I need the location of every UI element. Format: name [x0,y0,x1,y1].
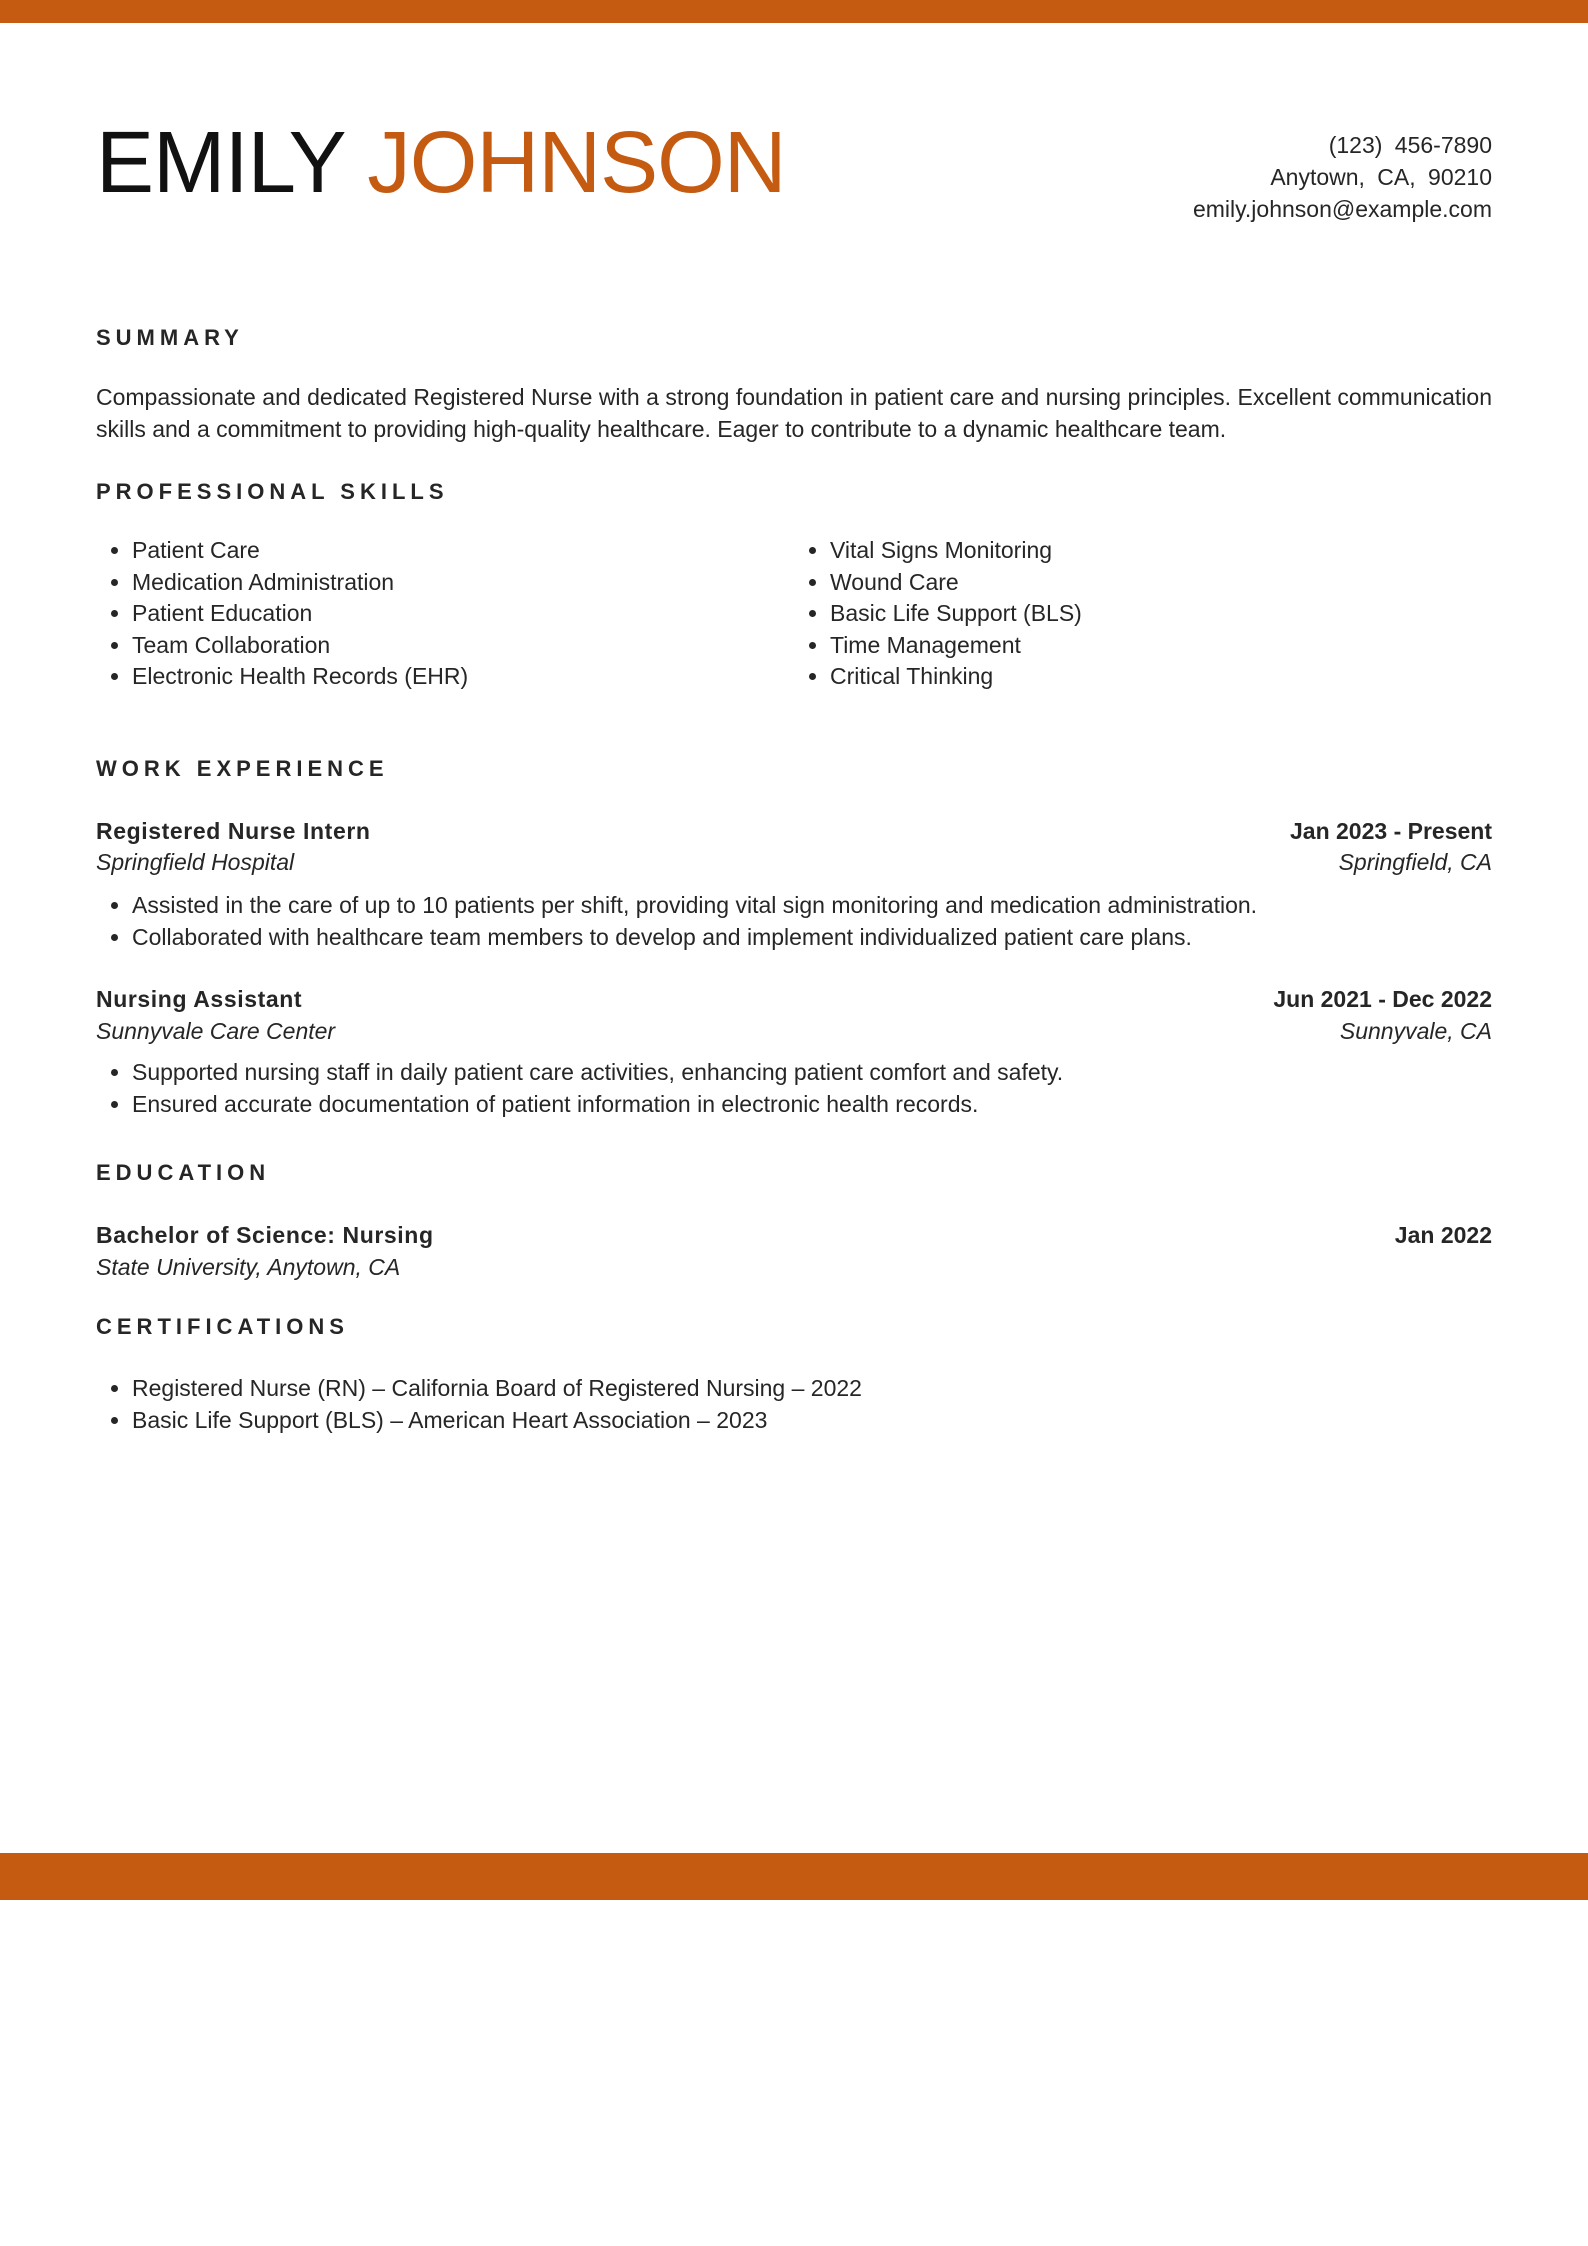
email: emily.johnson@example.com [1192,196,1492,222]
certifications-list [96,1373,862,1436]
last-name: JOHNSON [367,114,786,211]
job-bullets [96,890,1257,953]
list-item: • Assisted in the care of up to 10 patients per shift, providing vital sign monitoring and medication administration. [132,890,1257,922]
contact-info [1193,129,1492,225]
list-item: • Registered Nurse (RN) – California Board of Registered Nursing – 2022 [132,1373,862,1405]
list-item: • Patient Care [132,535,468,567]
summary-heading: SUMMARY [96,325,244,350]
job-date: Jan 2023 - Present [1289,818,1492,844]
list-item: • Basic Life Support (BLS) [830,598,1082,630]
job-title: Registered Nurse Intern [96,818,371,844]
first-name: EMILY [96,114,345,211]
list-item: • Patient Education [132,598,468,630]
job-title: Nursing Assistant [96,986,303,1012]
job-organization: Sunnyvale Care Center [96,1018,336,1044]
job-organization: Springfield Hospital [96,849,295,875]
address: Anytown, CA, 90210 [1270,164,1492,190]
top-accent-bar [0,0,1588,23]
list-item: • Ensured accurate documentation of patient information in electronic health records. [132,1089,1063,1121]
candidate-name [96,108,786,218]
skills-list-right [794,535,1082,693]
list-item: • Collaborated with healthcare team members to develop and implement individualized patient care plans. [132,922,1257,954]
summary-text: Compassionate and dedicated Registered Nurse with a strong foundation in patient care and nursing principles. Excellent communication skills and a commitment to providing high-quality healthcare. Eager to contribute to a dynamic healthcare team. [96,384,1492,442]
phone: (123) 456-7890 [1328,132,1492,158]
job-location: Sunnyvale, CA [1339,1018,1492,1044]
list-item: • Medication Administration [132,567,468,599]
skills-heading: PROFESSIONAL SKILLS [96,479,449,504]
skills-list-left [96,535,468,693]
job-date: Jun 2021 - Dec 2022 [1273,986,1492,1012]
school: State University, Anytown, CA [96,1254,401,1280]
education-heading: EDUCATION [96,1160,271,1185]
list-item: • Time Management [830,630,1082,662]
education-date: Jan 2022 [1394,1222,1492,1248]
list-item: • Basic Life Support (BLS) – American Heart Association – 2023 [132,1405,862,1437]
bottom-accent-bar [0,1853,1588,1900]
list-item: • Supported nursing staff in daily patient care activities, enhancing patient comfort and safety. [132,1057,1063,1089]
list-item: • Wound Care [830,567,1082,599]
certifications-heading: CERTIFICATIONS [96,1314,349,1339]
job-location: Springfield, CA [1338,849,1492,875]
list-item: • Critical Thinking [830,661,1082,693]
experience-heading: WORK EXPERIENCE [96,756,389,781]
degree: Bachelor of Science: Nursing [96,1222,434,1248]
list-item: • Electronic Health Records (EHR) [132,661,468,693]
list-item: • Team Collaboration [132,630,468,662]
list-item: • Vital Signs Monitoring [830,535,1082,567]
job-bullets [96,1057,1063,1120]
